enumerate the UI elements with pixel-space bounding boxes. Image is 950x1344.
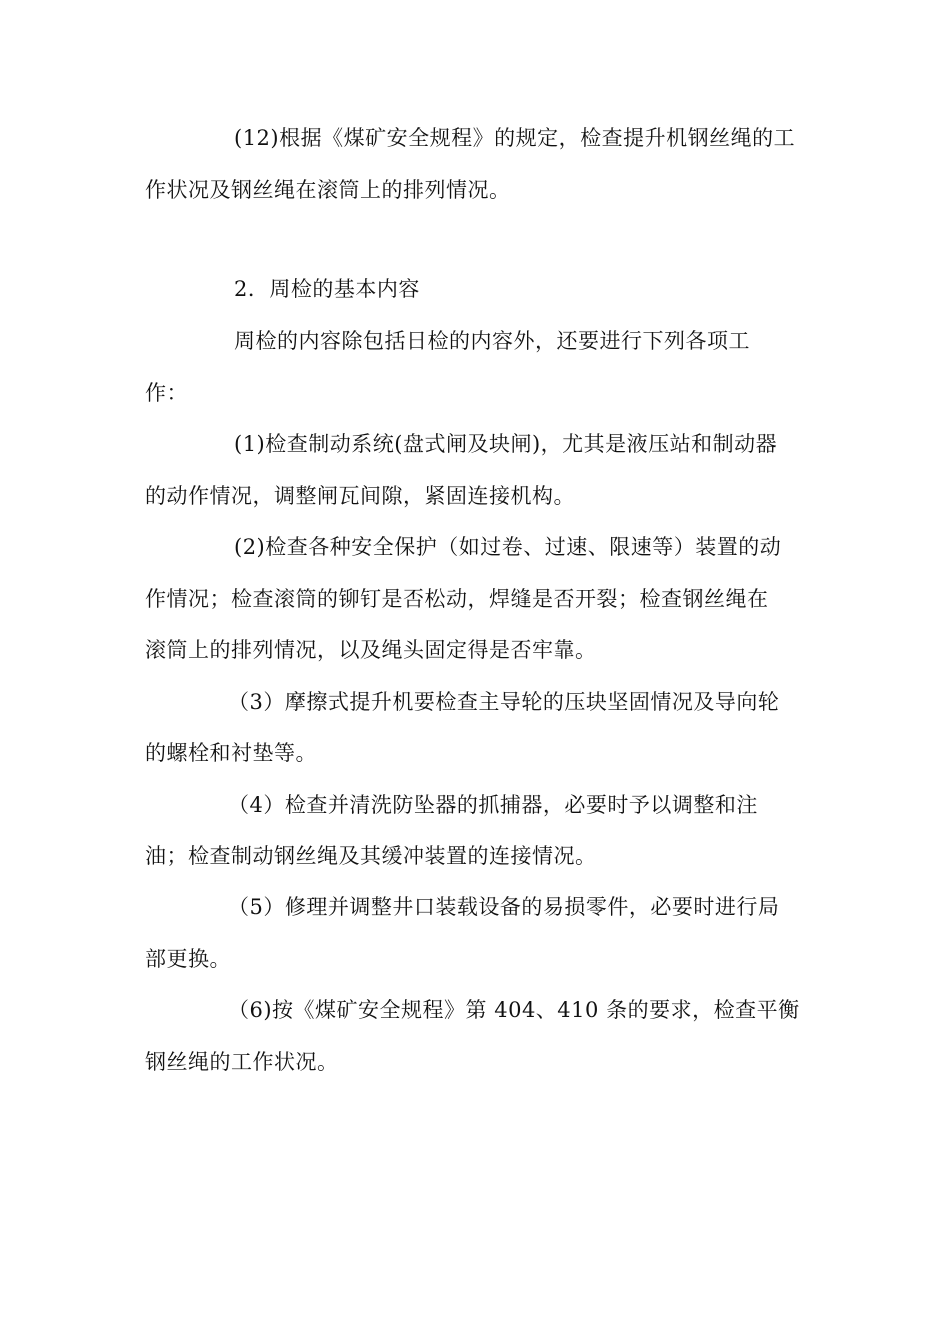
item-5-line-1: （5）修理并调整井口装载设备的易损零件，必要时进行局 [228, 895, 780, 919]
item-3-line-2: 的螺栓和衬垫等。 [145, 741, 317, 765]
intro-line-2: 作： [145, 381, 188, 405]
item-6-line-2: 钢丝绳的工作状况。 [145, 1050, 339, 1074]
item-1-line-2: 的动作情况，调整闸瓦间隙，紧固连接机构。 [145, 484, 575, 508]
item-2-line-3: 滚筒上的排列情况，以及绳头固定得是否牢靠。 [145, 638, 597, 662]
section-heading: 2．周检的基本内容 [234, 277, 420, 301]
item-2-line-1: (2)检查各种安全保护（如过卷、过速、限速等）装置的动 [234, 535, 782, 559]
item-2-line-2: 作情况；检查滚筒的铆钉是否松动，焊缝是否开裂；检查钢丝绳在 [145, 587, 769, 611]
item-1-line-1: (1)检查制动系统(盘式闸及块闸)，尤其是液压站和制动器 [234, 432, 778, 456]
item-4-line-2: 油；检查制动钢丝绳及其缓冲装置的连接情况。 [145, 844, 597, 868]
item-5-line-2: 部更换。 [145, 947, 231, 971]
paragraph-12-line-2: 作状况及钢丝绳在滚筒上的排列情况。 [145, 178, 511, 202]
item-6-line-1: （6)按《煤矿安全规程》第 404、410 条的要求，检查平衡 [228, 998, 800, 1022]
item-3-line-1: （3）摩擦式提升机要检查主导轮的压块坚固情况及导向轮 [228, 690, 780, 714]
intro-line-1: 周检的内容除包括日检的内容外，还要进行下列各项工 [234, 329, 750, 353]
item-4-line-1: （4）检查并清洗防坠器的抓捕器，必要时予以调整和注 [228, 793, 758, 817]
paragraph-12-line-1: (12)根据《煤矿安全规程》的规定，检查提升机钢丝绳的工 [234, 126, 796, 150]
